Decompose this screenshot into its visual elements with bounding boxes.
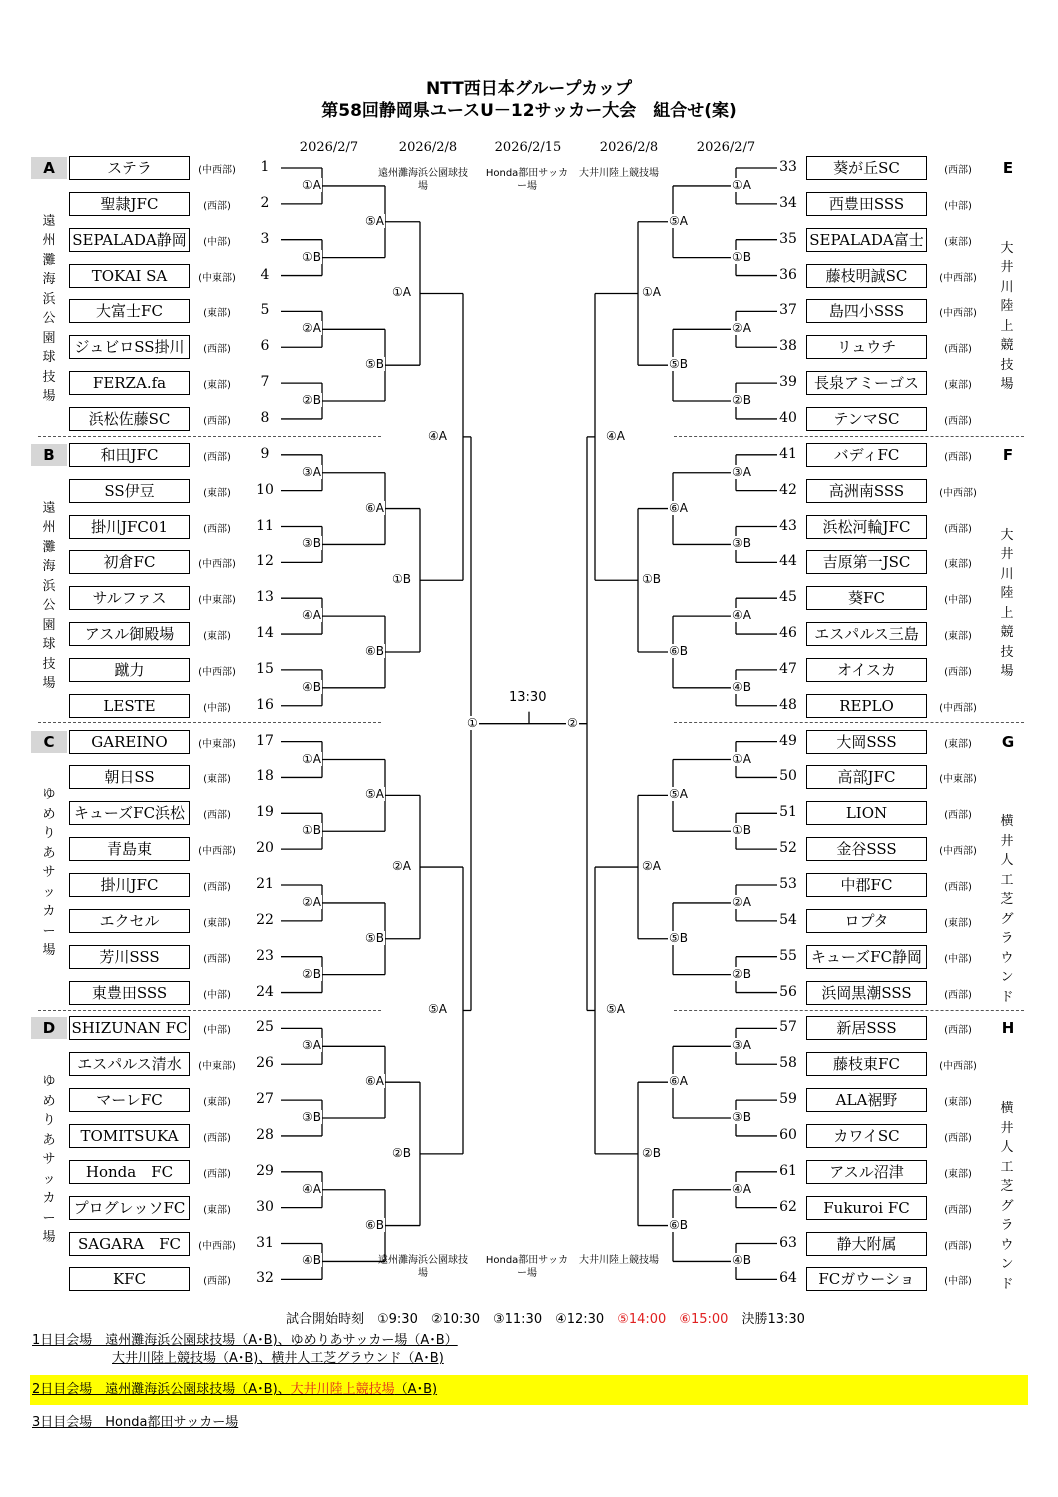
team-number: 49 xyxy=(779,732,797,749)
team-number: 10 xyxy=(256,481,274,498)
team-name-box: 中郡FC xyxy=(806,873,927,897)
team-region: (中部) xyxy=(944,595,972,607)
team-number: 4 xyxy=(260,266,270,283)
match-label: ④B xyxy=(732,1253,751,1268)
team-region: (西部) xyxy=(944,1240,972,1252)
team-name-box: 高洲南SSS xyxy=(806,479,927,503)
team-region: (東部) xyxy=(203,308,231,320)
team-name-box: ALA裾野 xyxy=(806,1088,927,1112)
day3-venue: 3日目会場 Honda都田サッカー場 xyxy=(32,1415,239,1430)
match-label: ③A xyxy=(732,1038,751,1053)
team-name-box: 新居SSS xyxy=(806,1016,927,1040)
group-label: F xyxy=(1002,445,1014,464)
match-label: ④B xyxy=(732,679,751,694)
team-number: 37 xyxy=(779,302,797,319)
match-label: ④A xyxy=(302,1181,321,1196)
team-number: 8 xyxy=(260,409,270,426)
match-label: ④A xyxy=(606,428,625,443)
match-label: ④B xyxy=(302,1253,321,1268)
team-name-box: SHIZUNAN FC xyxy=(69,1016,190,1040)
match-label: ⑥B xyxy=(365,643,384,658)
match-label: ④A xyxy=(428,428,447,443)
team-number: 1 xyxy=(260,159,270,175)
match-label: ①A xyxy=(392,285,411,300)
team-name-box: FERZA.fa xyxy=(69,371,190,395)
team-region: (西部) xyxy=(203,1276,231,1288)
venue-top-center: Honda都田サッカー場 xyxy=(485,168,569,192)
group-venue-vertical: ゆめりあサッカー場 xyxy=(42,787,56,959)
team-region: (西部) xyxy=(203,810,231,822)
match-label: ⑤B xyxy=(669,357,688,372)
match-label: ②B xyxy=(642,1145,661,1160)
match-label: ②B xyxy=(732,393,751,408)
team-number: 61 xyxy=(779,1162,797,1179)
team-name-box: プログレッソFC xyxy=(69,1196,190,1220)
match-label: ④A xyxy=(732,608,751,623)
match-label: ③A xyxy=(302,1038,321,1053)
team-number: 52 xyxy=(779,840,797,857)
match-label: ①A xyxy=(732,751,751,766)
team-name-box: 芳川SSS xyxy=(69,945,190,969)
match-label: ③B xyxy=(302,536,321,551)
match-label: ③B xyxy=(732,536,751,551)
team-number: 27 xyxy=(256,1091,274,1108)
team-region: (中東部) xyxy=(198,272,236,284)
team-number: 38 xyxy=(779,338,797,355)
team-number: 44 xyxy=(779,553,797,570)
team-number: 23 xyxy=(256,947,274,964)
team-number: 51 xyxy=(779,804,797,821)
group-venue-vertical: 遠州灘海浜公園球技場 xyxy=(42,500,56,692)
venue-bottom-left: 遠州灘海浜公園球技場 xyxy=(378,1255,468,1279)
team-name-box: 掛川JFC01 xyxy=(69,515,190,539)
team-name-box: GAREINO xyxy=(69,730,190,754)
team-region: (東部) xyxy=(203,487,231,499)
team-region: (中部) xyxy=(203,1025,231,1037)
match-label: ⑤B xyxy=(669,930,688,945)
date-round2-left: 2026/2/8 xyxy=(398,140,458,155)
schedule-times xyxy=(286,1308,805,1327)
team-region: (西部) xyxy=(203,523,231,535)
team-number: 46 xyxy=(779,625,797,642)
team-region: (西部) xyxy=(203,1168,231,1180)
team-name-box: 聖隷JFC xyxy=(69,192,190,216)
team-number: 30 xyxy=(256,1198,274,1215)
team-number: 56 xyxy=(779,983,797,1000)
team-number: 31 xyxy=(256,1234,274,1251)
team-region: (中西部) xyxy=(939,308,977,320)
team-number: 45 xyxy=(779,589,797,606)
team-region: (中部) xyxy=(203,702,231,714)
team-number: 48 xyxy=(779,696,797,713)
team-region: (西部) xyxy=(203,882,231,893)
team-number: 20 xyxy=(256,840,274,857)
team-name-box: Honda FC xyxy=(69,1160,190,1184)
team-region: (中西部) xyxy=(198,846,236,858)
team-name-box: カワイSC xyxy=(806,1124,927,1148)
team-name-box: 藤枝明誠SC xyxy=(806,264,927,288)
team-region: (西部) xyxy=(944,415,972,427)
match-label: ②A xyxy=(642,859,661,874)
team-name-box: 浜岡黒潮SSS xyxy=(806,981,927,1005)
group-label: E xyxy=(1002,159,1014,177)
team-region: (西部) xyxy=(944,451,972,463)
day1-venues-line1: 1日目会場 遠州灘海浜公園球技場（A･B)、ゆめりあサッカー場（A･B） xyxy=(32,1333,458,1348)
team-number: 40 xyxy=(779,409,797,426)
team-number: 42 xyxy=(779,481,797,498)
match-label: ⑤A xyxy=(428,1002,447,1017)
group-label: G xyxy=(1001,732,1015,751)
match-label: ①B xyxy=(642,572,661,587)
team-name-box: SEPALADA富士 xyxy=(806,228,927,252)
match-label: ④A xyxy=(732,1181,751,1196)
team-region: (西部) xyxy=(203,953,231,965)
team-name-box: SAGARA FC xyxy=(69,1232,190,1256)
team-region: (西部) xyxy=(944,1204,972,1216)
match-label: ②B xyxy=(302,393,321,408)
team-number: 29 xyxy=(256,1162,274,1179)
match-label: ①A xyxy=(732,177,751,192)
group-label: H xyxy=(1001,1019,1015,1038)
team-number: 22 xyxy=(256,911,274,928)
match-label: ⑥A xyxy=(365,500,384,515)
match-label: ⑥A xyxy=(669,500,688,515)
match-label: ④B xyxy=(302,679,321,694)
team-name-box: 大岡SSS xyxy=(806,730,927,754)
team-name-box: KFC xyxy=(69,1267,190,1291)
date-final: 2026/2/15 xyxy=(494,140,562,155)
team-number: 16 xyxy=(256,696,274,713)
team-number: 50 xyxy=(779,768,797,785)
match-label: ⑤A xyxy=(606,1002,625,1017)
team-name-box: 掛川JFC xyxy=(69,873,190,897)
team-name-box: SS伊豆 xyxy=(69,479,190,503)
team-number: 26 xyxy=(256,1055,274,1072)
match-label: ⑥A xyxy=(669,1074,688,1089)
team-name-box: オイスカ xyxy=(806,658,927,682)
team-name-box: 大富士FC xyxy=(69,299,190,323)
team-name-box: REPLO xyxy=(806,694,927,718)
team-name-box: FCガウーショ xyxy=(806,1267,927,1291)
team-name-box: エスパルス清水 xyxy=(69,1052,190,1076)
team-region: (中部) xyxy=(944,953,972,965)
team-name-box: 蹴力 xyxy=(69,658,190,682)
team-number: 53 xyxy=(779,876,797,892)
team-name-box: 静大附属 xyxy=(806,1232,927,1256)
team-region: (西部) xyxy=(944,1025,972,1037)
team-number: 11 xyxy=(256,517,274,534)
team-region: (東部) xyxy=(203,917,231,929)
team-name-box: ロプタ xyxy=(806,909,927,933)
day2-suffix: （A･B) xyxy=(394,1382,438,1397)
day2-venues xyxy=(32,1378,437,1397)
schedule-red-part: ⑤14:00 ⑥15:00 xyxy=(617,1312,729,1327)
team-region: (東部) xyxy=(203,1097,231,1109)
group-venue-vertical: 遠州灘海浜公園球技場 xyxy=(42,213,56,405)
team-number: 18 xyxy=(256,768,274,785)
team-name-box: サルファス xyxy=(69,586,190,610)
team-number: 57 xyxy=(779,1019,797,1036)
team-number: 35 xyxy=(779,230,797,247)
team-region: (中西部) xyxy=(198,559,236,571)
team-number: 25 xyxy=(256,1019,274,1036)
match-label: ①A xyxy=(302,177,321,192)
team-name-box: マーレFC xyxy=(69,1088,190,1112)
team-region: (中部) xyxy=(203,236,231,248)
team-number: 12 xyxy=(256,553,274,570)
team-number: 41 xyxy=(779,445,797,462)
team-name-box: アスル御殿場 xyxy=(69,622,190,646)
team-region: (東部) xyxy=(203,380,231,392)
team-number: 59 xyxy=(779,1091,797,1108)
team-number: 43 xyxy=(779,517,797,534)
schedule-suffix: 決勝13:30 xyxy=(728,1312,805,1327)
match-label: ⑤A xyxy=(365,213,384,228)
team-name-box: Fukuroi FC xyxy=(806,1196,927,1220)
team-name-box: テンマSC xyxy=(806,407,927,431)
match-label: ②A xyxy=(302,321,321,336)
team-name-box: エクセル xyxy=(69,909,190,933)
team-region: (東部) xyxy=(203,631,231,643)
match-label: ①B xyxy=(302,249,321,264)
match-label: ③B xyxy=(732,1110,751,1125)
team-number: 32 xyxy=(256,1270,274,1287)
venue-bottom-center: Honda都田サッカー場 xyxy=(485,1255,569,1279)
team-name-box: 葵が丘SC xyxy=(806,156,927,180)
team-region: (東部) xyxy=(944,917,972,929)
team-number: 2 xyxy=(260,194,270,211)
day2-prefix: 2日目会場 遠州灘海浜公園球技場（A･B)、 xyxy=(32,1382,291,1397)
team-number: 14 xyxy=(256,625,274,642)
team-number: 9 xyxy=(260,445,270,462)
match-label: ⑤A xyxy=(365,787,384,802)
match-label: ③B xyxy=(302,1110,321,1125)
match-label: ③A xyxy=(732,464,751,479)
team-region: (西部) xyxy=(944,989,972,1001)
team-name-box: アスル沼津 xyxy=(806,1160,927,1184)
venue-top-right: 大井川陸上競技場 xyxy=(579,168,659,179)
team-number: 34 xyxy=(779,194,797,211)
team-number: 62 xyxy=(779,1198,797,1215)
team-name-box: バディFC xyxy=(806,443,927,467)
team-region: (西部) xyxy=(203,415,231,427)
team-name-box: キューズFC浜松 xyxy=(69,801,190,825)
team-number: 63 xyxy=(779,1234,797,1251)
team-name-box: LION xyxy=(806,801,927,825)
team-name-box: 浜松河輪JFC xyxy=(806,515,927,539)
match-label: ①B xyxy=(392,572,411,587)
team-region: (西部) xyxy=(203,200,231,212)
match-label: ①B xyxy=(302,823,321,838)
match-label: ⑤A xyxy=(669,787,688,802)
team-region: (西部) xyxy=(944,165,972,176)
team-name-box: LESTE xyxy=(69,694,190,718)
team-name-box: 東豊田SSS xyxy=(69,981,190,1005)
team-name-box: リュウチ xyxy=(806,335,927,359)
team-name-box: 吉原第一JSC xyxy=(806,550,927,574)
team-name-box: 高部JFC xyxy=(806,765,927,789)
match-label: ⑥B xyxy=(669,643,688,658)
team-number: 54 xyxy=(779,911,797,928)
team-number: 3 xyxy=(260,230,270,247)
team-name-box: 青島東 xyxy=(69,837,190,861)
team-number: 15 xyxy=(256,660,274,677)
group-label: A xyxy=(31,157,67,179)
team-name-box: 藤枝東FC xyxy=(806,1052,927,1076)
day1-venues-line2: 大井川陸上競技場（A･B)、横井人工芝グラウンド（A･B) xyxy=(112,1351,444,1366)
team-name-box: キューズFC静岡 xyxy=(806,945,927,969)
team-name-box: 和田JFC xyxy=(69,443,190,467)
team-region: (東部) xyxy=(944,236,972,248)
team-region: (中部) xyxy=(944,1276,972,1288)
match-label: ②B xyxy=(732,966,751,981)
title-line-1: NTT西日本グループカップ xyxy=(425,79,633,99)
match-label: ②A xyxy=(392,859,411,874)
team-region: (東部) xyxy=(944,738,972,750)
schedule-prefix: 試合開始時刻 ①9:30 ②10:30 ③11:30 ④12:30 xyxy=(286,1312,618,1327)
team-region: (中西部) xyxy=(198,666,236,678)
team-name-box: 長泉アミーゴス xyxy=(806,371,927,395)
team-region: (東部) xyxy=(944,631,972,643)
venue-top-left: 遠州灘海浜公園球技場 xyxy=(378,168,468,192)
group-venue-vertical: 横井人工芝グラウンド xyxy=(1000,814,1014,1005)
title-line-2: 第58回静岡県ユースU－12サッカー大会 組合せ(案) xyxy=(321,101,737,121)
team-region: (中西部) xyxy=(939,487,977,499)
semifinal-label: ① xyxy=(467,715,478,730)
team-region: (東部) xyxy=(203,774,231,786)
team-region: (中西部) xyxy=(939,1061,977,1073)
team-number: 58 xyxy=(779,1055,797,1072)
team-region: (中西部) xyxy=(939,702,977,714)
team-region: (西部) xyxy=(203,344,231,356)
team-name-box: 初倉FC xyxy=(69,550,190,574)
team-region: (中部) xyxy=(944,200,972,212)
date-round2-right: 2026/2/8 xyxy=(599,140,659,155)
team-name-box: 朝日SS xyxy=(69,765,190,789)
team-region: (西部) xyxy=(203,451,231,463)
group-label: B xyxy=(31,444,67,466)
team-region: (東部) xyxy=(944,1097,972,1109)
match-label: ①A xyxy=(642,285,661,300)
team-name-box: エスパルス三島 xyxy=(806,622,927,646)
group-venue-vertical: 大井川陸上競技場 xyxy=(1000,527,1014,680)
match-label: ②A xyxy=(302,894,321,909)
match-label: ②B xyxy=(302,966,321,981)
match-label: ⑥A xyxy=(365,1074,384,1089)
group-venue-vertical: 横井人工芝グラウンド xyxy=(1000,1101,1014,1292)
match-label: ③A xyxy=(302,464,321,479)
match-label: ⑤B xyxy=(365,930,384,945)
team-name-box: 金谷SSS xyxy=(806,837,927,861)
team-number: 5 xyxy=(260,302,270,319)
team-region: (中東部) xyxy=(198,738,236,750)
team-name-box: ジュビロSS掛川 xyxy=(69,335,190,359)
team-number: 19 xyxy=(256,804,274,821)
final-time: 13:30 xyxy=(509,689,547,705)
team-name-box: 島四小SSS xyxy=(806,299,927,323)
match-label: ①B xyxy=(732,823,751,838)
team-number: 7 xyxy=(260,374,270,391)
team-name-box: TOKAI SA xyxy=(69,264,190,288)
match-label: ⑤A xyxy=(669,213,688,228)
team-name-box: 浜松佐藤SC xyxy=(69,407,190,431)
team-number: 47 xyxy=(779,660,797,677)
team-region: (西部) xyxy=(944,1132,972,1144)
match-label: ②A xyxy=(732,894,751,909)
match-label: ②A xyxy=(732,321,751,336)
team-number: 21 xyxy=(256,876,274,892)
group-label: D xyxy=(31,1017,67,1039)
team-region: (中東部) xyxy=(939,774,977,786)
team-number: 17 xyxy=(256,732,274,749)
team-number: 36 xyxy=(779,266,797,283)
team-name-box: SEPALADA静岡 xyxy=(69,228,190,252)
team-name-box: 葵FC xyxy=(806,586,927,610)
match-label: ④A xyxy=(302,608,321,623)
group-label: C xyxy=(31,731,67,753)
match-label: ①B xyxy=(732,249,751,264)
team-region: (東部) xyxy=(944,380,972,392)
match-label: ⑤B xyxy=(365,357,384,372)
team-number: 60 xyxy=(779,1126,797,1143)
team-number: 64 xyxy=(779,1270,797,1287)
team-region: (西部) xyxy=(944,810,972,822)
team-name-box: 西豊田SSS xyxy=(806,192,927,216)
team-region: (中東部) xyxy=(198,595,236,607)
team-region: (東部) xyxy=(944,559,972,571)
team-number: 24 xyxy=(256,983,274,1000)
team-region: (中部) xyxy=(203,989,231,1001)
venue-bottom-right: 大井川陸上競技場 xyxy=(579,1255,659,1266)
team-number: 33 xyxy=(779,159,797,175)
date-round1-right: 2026/2/7 xyxy=(696,140,756,155)
group-venue-vertical: ゆめりあサッカー場 xyxy=(42,1074,56,1246)
team-number: 28 xyxy=(256,1126,274,1143)
team-region: (西部) xyxy=(203,1132,231,1144)
team-number: 39 xyxy=(779,374,797,391)
team-region: (西部) xyxy=(944,344,972,356)
team-number: 13 xyxy=(256,589,274,606)
team-region: (西部) xyxy=(944,666,972,678)
team-region: (中西部) xyxy=(939,846,977,858)
team-region: (西部) xyxy=(944,523,972,535)
team-region: (東部) xyxy=(944,1168,972,1180)
day2-red-venue: 大井川陸上競技場 xyxy=(290,1382,395,1397)
semifinal-label: ② xyxy=(567,715,578,730)
team-region: (西部) xyxy=(944,882,972,893)
match-label: ⑥B xyxy=(669,1217,688,1232)
team-region: (中西部) xyxy=(198,165,236,176)
team-name-box: ステラ xyxy=(69,156,190,180)
team-region: (中西部) xyxy=(198,1240,236,1252)
match-label: ⑥B xyxy=(365,1217,384,1232)
team-number: 6 xyxy=(260,338,270,355)
match-label: ①A xyxy=(302,751,321,766)
team-region: (東部) xyxy=(203,1204,231,1216)
team-name-box: TOMITSUKA xyxy=(69,1124,190,1148)
group-venue-vertical: 大井川陸上競技場 xyxy=(1000,240,1014,393)
match-label: ②B xyxy=(392,1145,411,1160)
team-number: 55 xyxy=(779,947,797,964)
date-round1-left: 2026/2/7 xyxy=(299,140,359,155)
team-region: (中西部) xyxy=(939,272,977,284)
team-region: (中東部) xyxy=(198,1061,236,1073)
